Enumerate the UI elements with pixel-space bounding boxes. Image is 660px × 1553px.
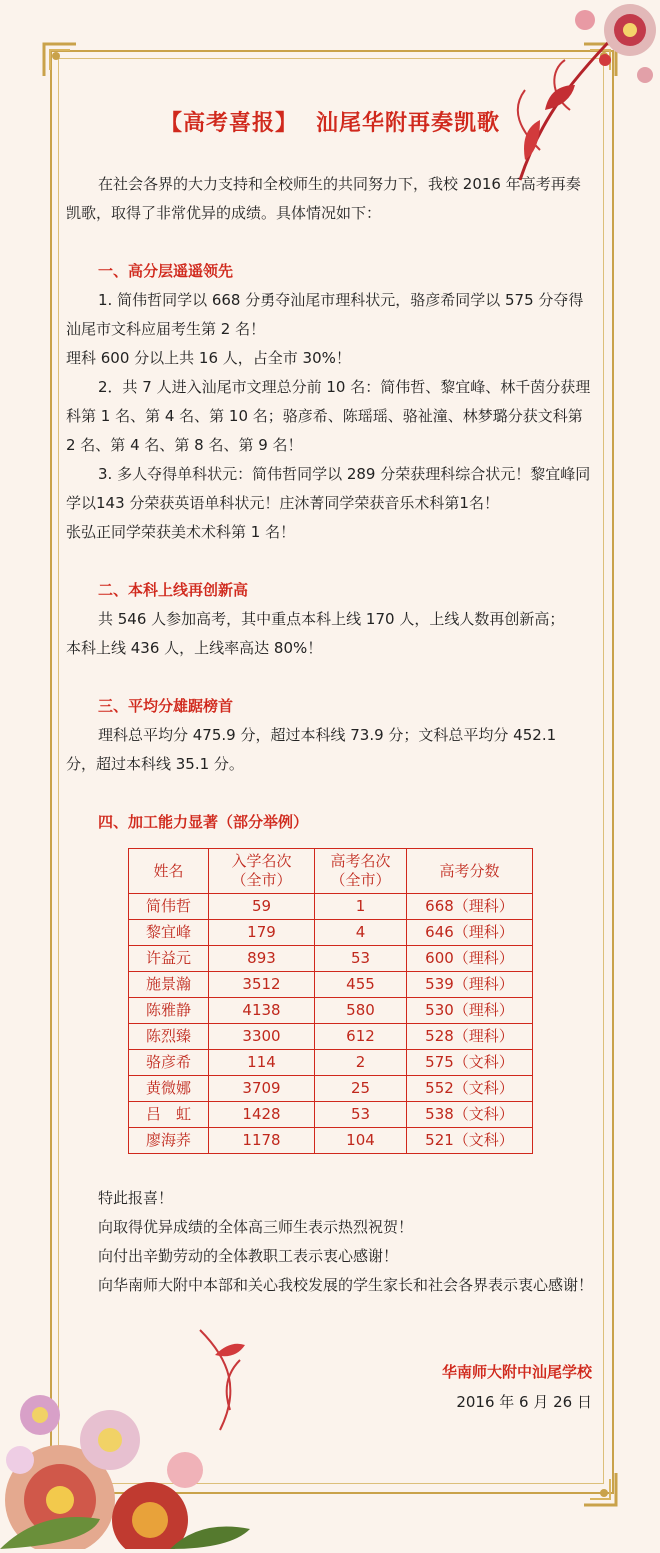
table-cell: 455 <box>315 972 407 998</box>
table-cell: 114 <box>209 1050 315 1076</box>
paragraph: 分，超过本科线 35.1 分。 <box>66 755 244 773</box>
paragraph: 3. 多人夺得单科状元：简伟哲同学以 289 分荣获理科综合状元！黎宜峰同学以143 分荣获英语单科状元！庄沐菁同学荣获音乐术科第1名！ <box>66 465 591 512</box>
paragraph: 2．共 7 人进入汕尾市文理总分前 10 名：简伟哲、黎宜峰、林千茵分获理科第 1 名、第 4 名、第 10 名；骆彦希、陈瑶瑶、骆祉潼、林梦璐分获文科第 2 名、第 4 名、第 8 名、第 9 名！ <box>66 378 591 454</box>
table-row <box>129 998 533 1024</box>
table-row <box>129 972 533 998</box>
paragraph: 张弘正同学荣获美术术科第 1 名！ <box>66 523 296 541</box>
table-cell: 530（理科） <box>407 998 533 1024</box>
paragraph: 共 546 人参加高考，其中重点本科上线 170 人，上线人数再创新高； <box>98 610 565 628</box>
table-cell: 53 <box>315 946 407 972</box>
table-cell: 25 <box>315 1076 407 1102</box>
title-headline: 汕尾华附再奏凯歌 <box>316 111 501 136</box>
table-cell: 骆彦希 <box>129 1050 209 1076</box>
signature-date: 2016 年 6 月 26 日 <box>456 1393 592 1411</box>
table-cell: 580 <box>315 998 407 1024</box>
column-header: 高考分数 <box>407 849 533 894</box>
table-row <box>129 1050 533 1076</box>
section-heading: 一、高分层遥遥领先 <box>98 262 234 280</box>
table-cell: 吕 虹 <box>129 1102 209 1128</box>
table-cell: 3300 <box>209 1024 315 1050</box>
paragraph: 1. 简伟哲同学以 668 分勇夺汕尾市理科状元，骆彦希同学以 575 分夺得汕尾市文科应届考生第 2 名！ <box>66 291 584 338</box>
table-cell: 黄微娜 <box>129 1076 209 1102</box>
table-cell: 893 <box>209 946 315 972</box>
score-table <box>128 848 533 1154</box>
table-cell: 陈雅静 <box>129 998 209 1024</box>
table-row <box>129 1102 533 1128</box>
table-row <box>129 1128 533 1154</box>
table-cell: 4 <box>315 920 407 946</box>
table-cell: 53 <box>315 1102 407 1128</box>
table-cell: 3512 <box>209 972 315 998</box>
table-header-row <box>129 849 533 894</box>
table-cell: 1178 <box>209 1128 315 1154</box>
table-cell: 1428 <box>209 1102 315 1128</box>
intro-paragraph: 在社会各界的大力支持和全校师生的共同努力下，我校 2016 年高考再奏凯歌，取得了非常优异的成绩。具体情况如下： <box>66 175 581 222</box>
table-cell: 4138 <box>209 998 315 1024</box>
table-cell: 539（理科） <box>407 972 533 998</box>
table-row <box>129 894 533 920</box>
table-cell: 552（文科） <box>407 1076 533 1102</box>
column-header: 高考名次 （全市） <box>315 849 407 894</box>
table-cell: 59 <box>209 894 315 920</box>
section-heading: 三、平均分雄踞榜首 <box>98 697 234 715</box>
table-cell: 538（文科） <box>407 1102 533 1128</box>
floral-decoration-top-right-icon <box>480 0 660 190</box>
table-row <box>129 920 533 946</box>
table-cell: 廖海荞 <box>129 1128 209 1154</box>
closing-line: 特此报喜！ <box>98 1189 174 1207</box>
corner-ornament-icon <box>580 1469 620 1509</box>
page-title <box>0 106 660 137</box>
paragraph: 本科上线 436 人，上线率高达 80%！ <box>66 639 323 657</box>
table-row <box>129 1024 533 1050</box>
table-cell: 许益元 <box>129 946 209 972</box>
table-cell: 黎宜峰 <box>129 920 209 946</box>
table-cell: 528（理科） <box>407 1024 533 1050</box>
title-tag: 【高考喜报】 <box>159 111 298 136</box>
table-cell: 1 <box>315 894 407 920</box>
table-cell: 521（文科） <box>407 1128 533 1154</box>
signature-school: 华南师大附中汕尾学校 <box>441 1363 592 1381</box>
table-cell: 612 <box>315 1024 407 1050</box>
closing-line: 向华南师大附中本部和关心我校发展的学生家长和社会各界表示衷心感谢！ <box>98 1276 594 1294</box>
table-cell: 简伟哲 <box>129 894 209 920</box>
table-cell: 179 <box>209 920 315 946</box>
section-heading: 二、本科上线再创新高 <box>98 581 249 599</box>
floral-decoration-bottom-left-icon <box>0 1320 260 1549</box>
column-header: 入学名次 （全市） <box>209 849 315 894</box>
table-cell: 104 <box>315 1128 407 1154</box>
table-cell: 600（理科） <box>407 946 533 972</box>
corner-ornament-icon <box>40 40 80 80</box>
paragraph: 理科总平均分 475.9 分，超过本科线 73.9 分；文科总平均分 452.1 <box>98 726 557 744</box>
closing-line: 向取得优异成绩的全体高三师生表示热烈祝贺！ <box>98 1218 414 1236</box>
table-cell: 2 <box>315 1050 407 1076</box>
table-row <box>129 946 533 972</box>
table-cell: 陈烈臻 <box>129 1024 209 1050</box>
section-heading: 四、加工能力显著（部分举例） <box>98 813 309 831</box>
table-cell: 3709 <box>209 1076 315 1102</box>
table-cell: 646（理科） <box>407 920 533 946</box>
table-cell: 施景瀚 <box>129 972 209 998</box>
table-row <box>129 1076 533 1102</box>
table-cell: 575（文科） <box>407 1050 533 1076</box>
table-cell: 668（理科） <box>407 894 533 920</box>
column-header: 姓名 <box>129 849 209 894</box>
closing-line: 向付出辛勤劳动的全体教职工表示衷心感谢！ <box>98 1247 399 1265</box>
paragraph: 理科 600 分以上共 16 人，占全市 30%！ <box>66 349 351 367</box>
